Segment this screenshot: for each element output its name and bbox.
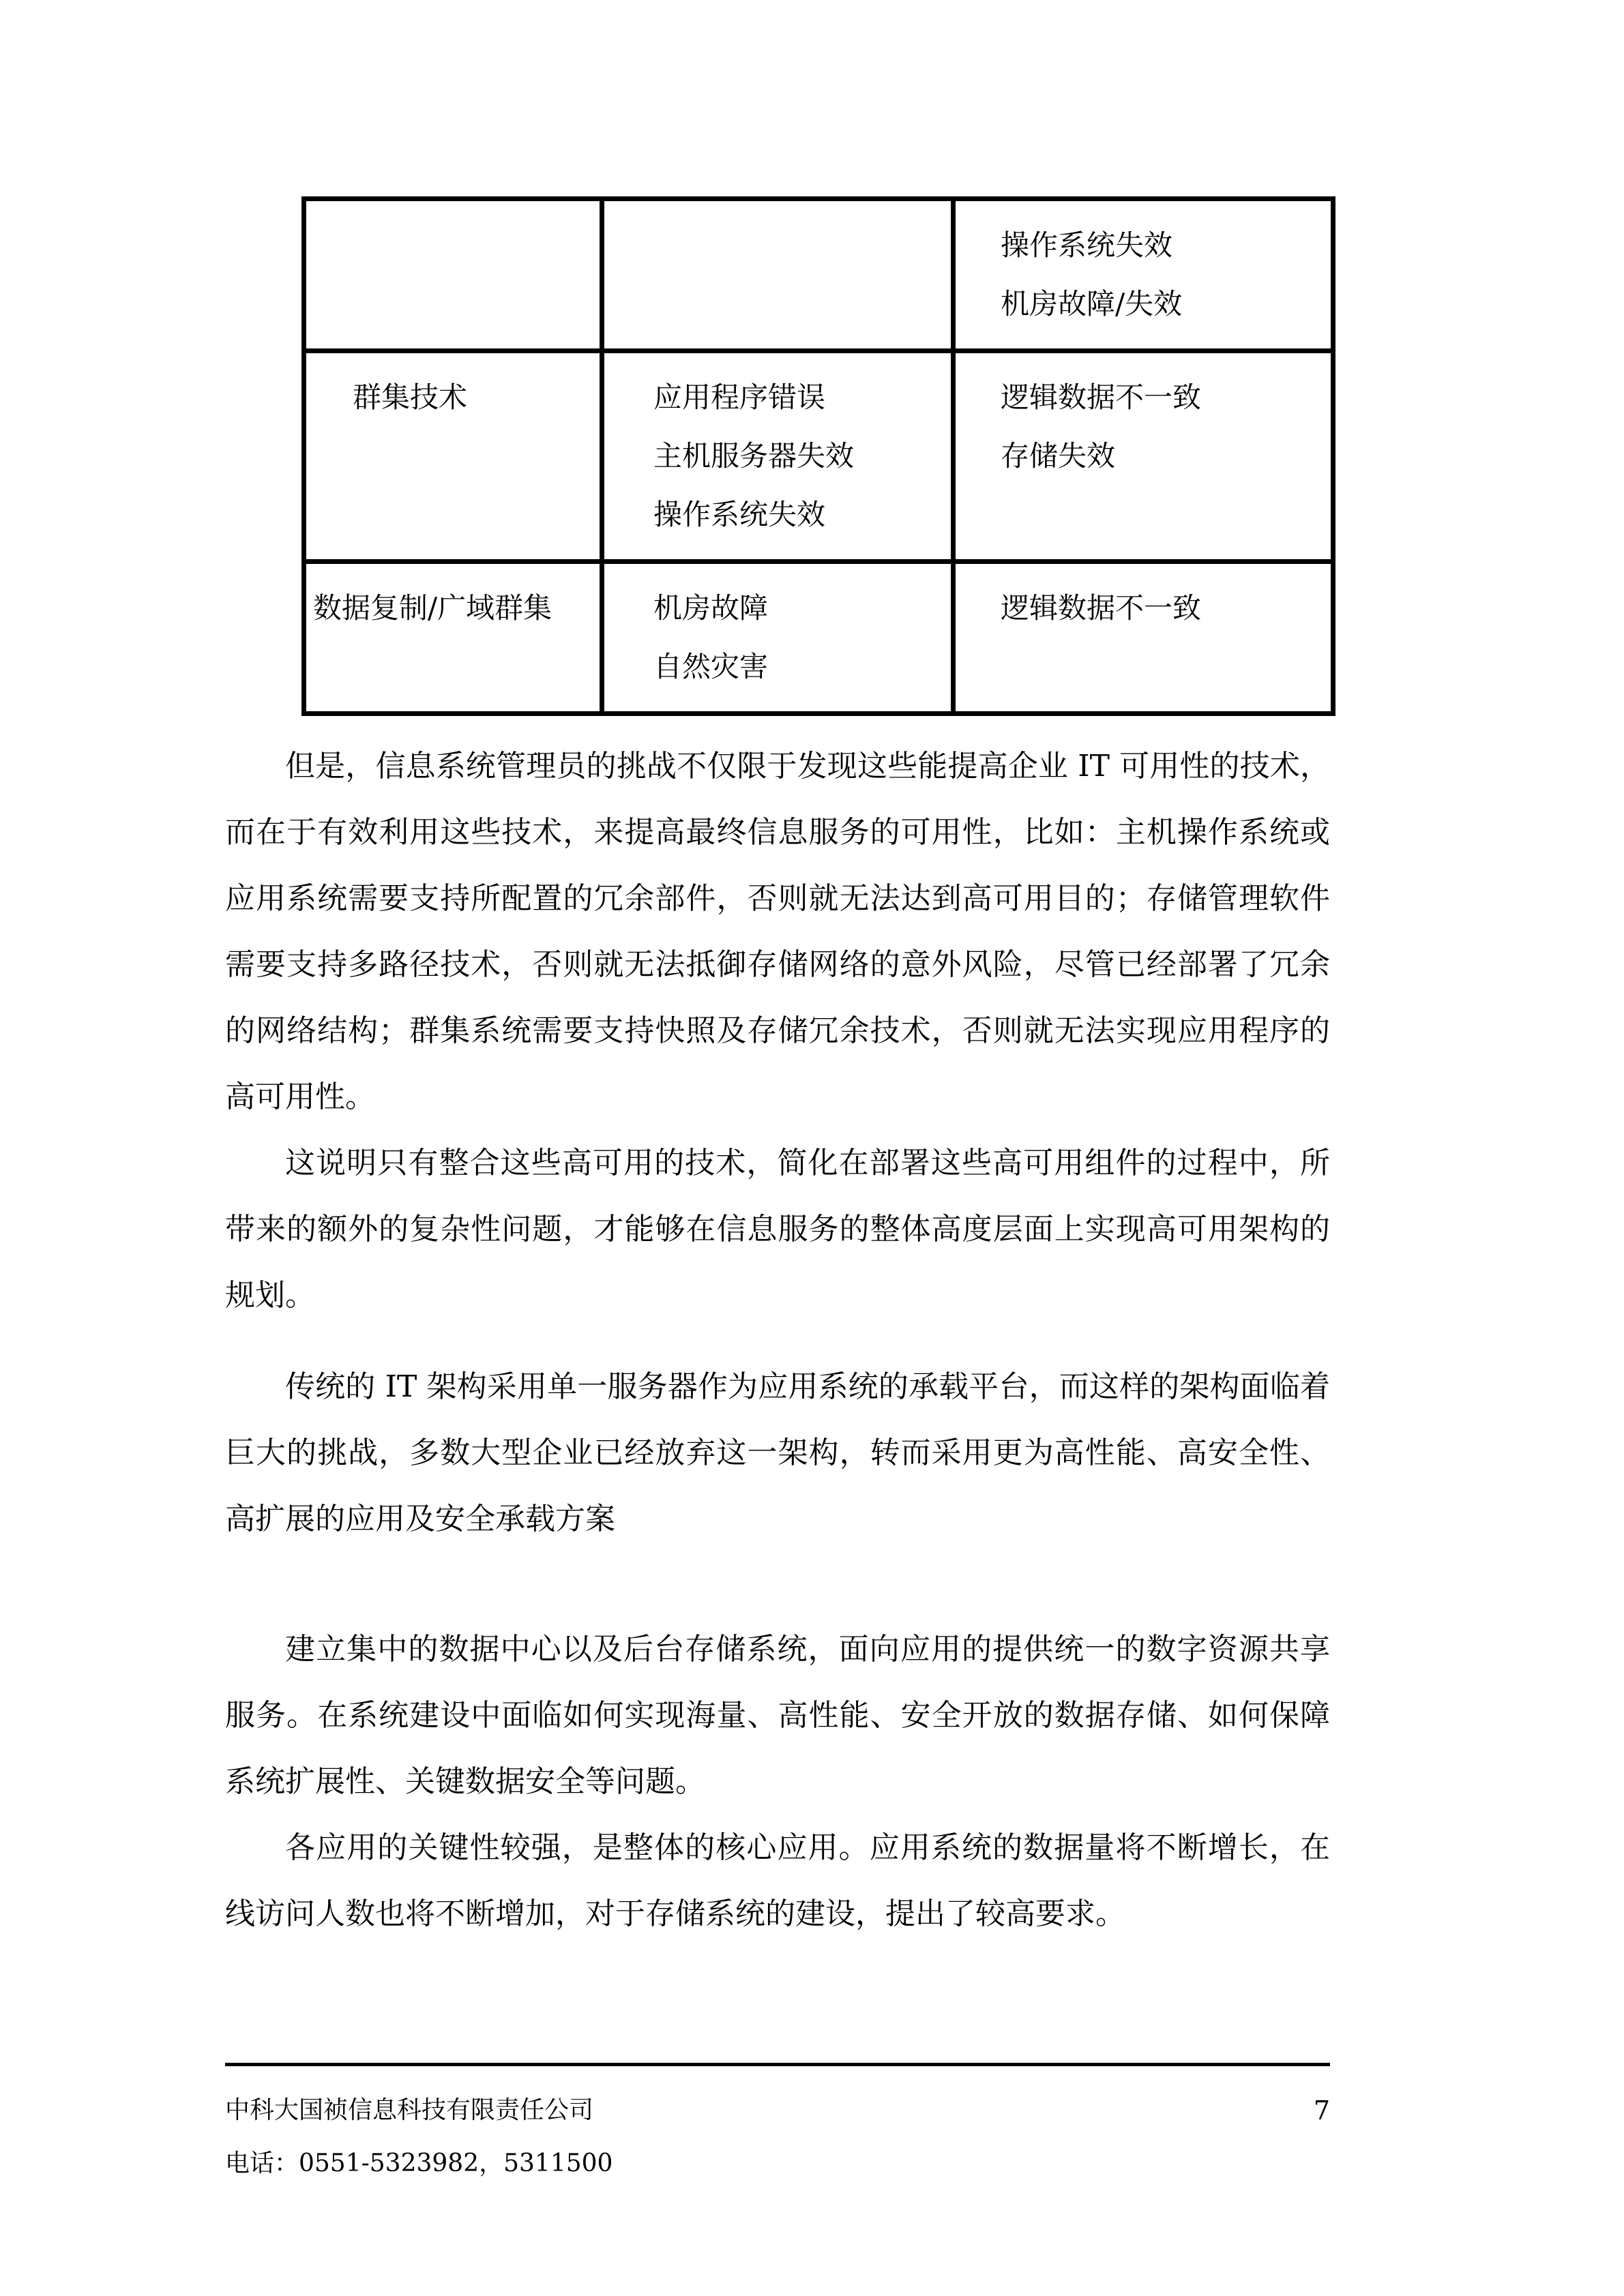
table-row bbox=[304, 562, 1333, 714]
table-cell-protects-against bbox=[602, 351, 954, 562]
footer-contact-block bbox=[225, 2084, 612, 2190]
table-cell-technology bbox=[304, 199, 602, 351]
footer-row bbox=[225, 2084, 1330, 2190]
page-footer bbox=[225, 2063, 1330, 2190]
failure-scenarios-table-wrapper bbox=[301, 196, 1321, 716]
paragraph: 各应用的关键性较强，是整体的核心应用。应用系统的数据量将不断增长，在线访问人数也将不断增加，对于存储系统的建设，提出了较高要求。 bbox=[225, 1830, 1330, 1931]
table-cell-text: 逻辑数据不一致 bbox=[1001, 381, 1202, 414]
table-cell-text: 应用程序错误 bbox=[653, 381, 826, 414]
table-cell-text: 机房故障/失效 bbox=[1001, 287, 1183, 320]
failure-scenarios-table bbox=[301, 196, 1335, 716]
table-cell-text: 主机服务器失效 bbox=[653, 439, 855, 473]
table-row bbox=[304, 199, 1333, 351]
body-text-group-3 bbox=[225, 1616, 1330, 1947]
footer-company-name: 中科大国祯信息科技有限责任公司 bbox=[225, 2096, 594, 2124]
table-cell-risks bbox=[954, 199, 1333, 351]
page-number: 7 bbox=[1313, 2096, 1330, 2126]
paragraph: 建立集中的数据中心以及后台存储系统，面向应用的提供统一的数字资源共享服务。在系统建设中面临如何实现海量、高性能、安全开放的数据存储、如何保障系统扩展性、关键数据安全等问题。 bbox=[225, 1632, 1330, 1799]
paragraph: 这说明只有整合这些高可用的技术，简化在部署这些高可用组件的过程中，所带来的额外的复杂性问题，才能够在信息服务的整体高度层面上实现高可用架构的规划。 bbox=[225, 1146, 1330, 1313]
table-cell-text: 数据复制/广域群集 bbox=[313, 591, 552, 625]
table-row bbox=[304, 351, 1333, 562]
table-cell-risks bbox=[954, 562, 1333, 714]
table-cell-text: 操作系统失效 bbox=[653, 498, 826, 531]
paragraph: 传统的 IT 架构采用单一服务器作为应用系统的承载平台，而这样的架构面临着巨大的挑战，多数大型企业已经放弃这一架构，转而采用更为高性能、高安全性、高扩展的应用及安全承载方案 bbox=[225, 1369, 1330, 1536]
footer-divider bbox=[225, 2063, 1330, 2066]
body-text-group-1 bbox=[225, 733, 1330, 1328]
table-cell-protects-against bbox=[602, 562, 954, 714]
table-cell-technology bbox=[304, 351, 602, 562]
table-cell-text: 自然灾害 bbox=[653, 650, 769, 683]
body-text-group-2 bbox=[225, 1354, 1330, 1552]
table-cell-risks bbox=[954, 351, 1333, 562]
table-cell-text: 群集技术 bbox=[353, 381, 468, 414]
table-cell-protects-against bbox=[602, 199, 954, 351]
table-cell-text: 逻辑数据不一致 bbox=[1001, 591, 1202, 625]
table-cell-text: 存储失效 bbox=[1001, 439, 1116, 473]
table-cell-text: 机房故障 bbox=[653, 591, 769, 625]
paragraph: 但是，信息系统管理员的挑战不仅限于发现这些能提高企业 IT 可用性的技术，而在于有效利用这些技术，来提高最终信息服务的可用性，比如：主机操作系统或应用系统需要支持所配置的冗余部件，否则就无法达到高可用目的；存储管理软件需要支持多路径技术，否则就无法抵御存储网络的意外风险，尽管已经部署了冗余的网络结构；群集系统需要支持快照及存储冗余技术，否则就无法实现应用程序的高可用性。 bbox=[225, 749, 1330, 1114]
table-cell-technology bbox=[304, 562, 602, 714]
table-cell-text: 操作系统失效 bbox=[1001, 228, 1173, 262]
footer-phone: 电话：0551-5323982，5311500 bbox=[225, 2149, 613, 2177]
